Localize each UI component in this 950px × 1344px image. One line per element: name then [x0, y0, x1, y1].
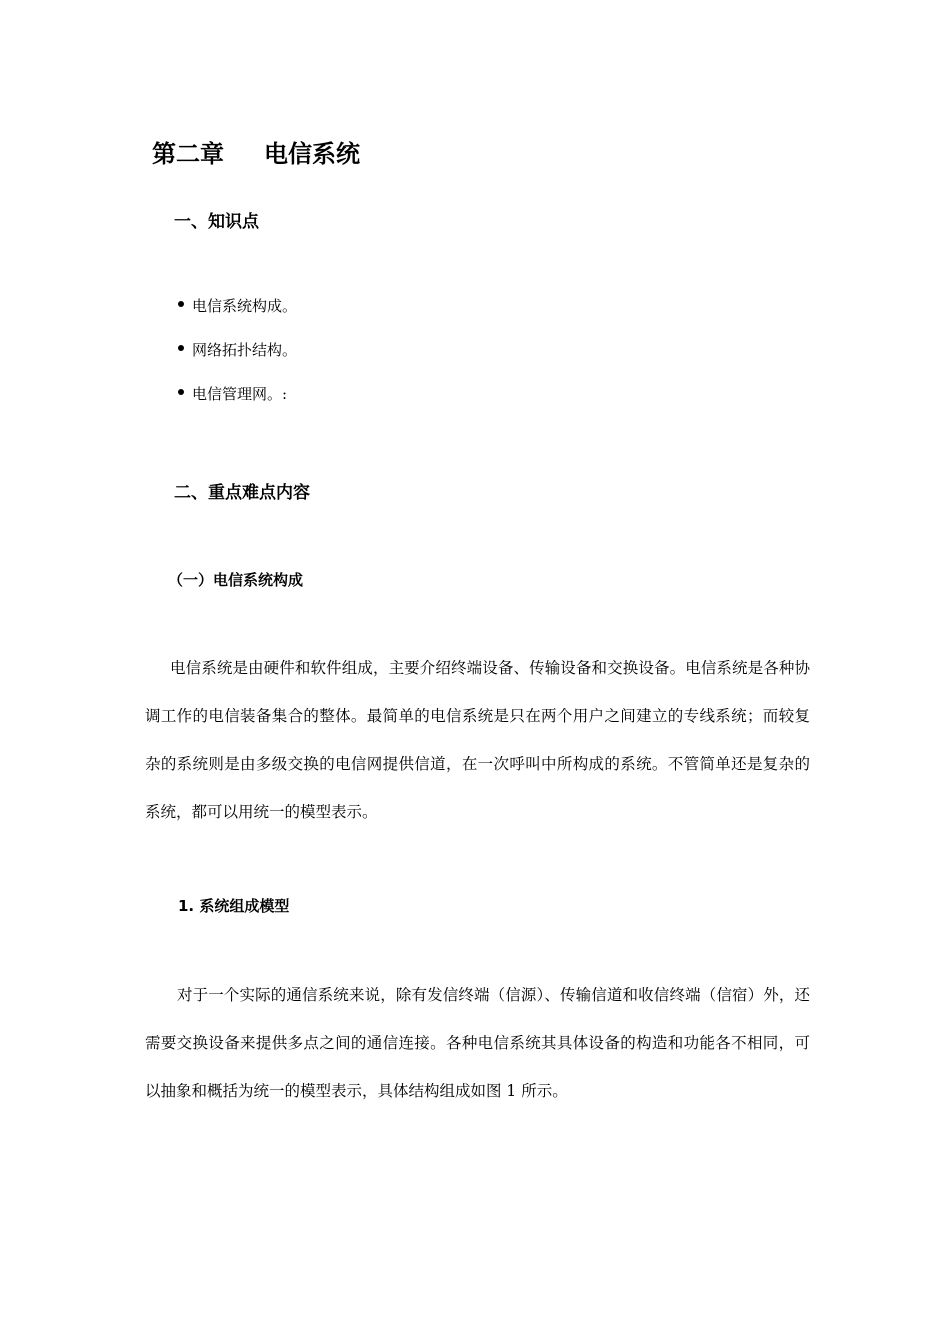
list-item — [178, 295, 297, 316]
bullet-icon — [178, 389, 184, 395]
chapter-name: 电信系统 — [264, 140, 360, 168]
bullet-icon — [178, 345, 184, 351]
list-item-text: 电信系统构成。 — [192, 297, 298, 315]
body-paragraph: 电信系统是由硬件和软件组成，主要介绍终端设备、传输设备和交换设备。电信系统是各种协调工作的电信装备集合的整体。最简单的电信系统是只在两个用户之间建立的专线系统；而较复杂的系统则是由多级交换的电信网提供信道，在一次呼叫中所构成的系统。不管简单还是复杂的系统，都可以用统一的模型表示。 — [145, 659, 810, 821]
section-heading-key-points: 二、重点难点内容 — [174, 483, 310, 503]
item-heading: 1. 系统组成模型 — [178, 897, 290, 915]
bullet-icon — [178, 301, 184, 307]
chapter-title — [152, 134, 360, 169]
section-heading-knowledge: 一、知识点 — [174, 212, 259, 232]
subsection-heading: （一）电信系统构成 — [168, 571, 304, 589]
list-item — [178, 339, 297, 360]
list-item-text: 电信管理网。: — [192, 385, 288, 403]
list-item — [178, 383, 287, 404]
body-paragraph: 对于一个实际的通信系统来说，除有发信终端（信源）、传输信道和收信终端（信宿）外，还需要交换设备来提供多点之间的通信连接。各种电信系统其具体设备的构造和功能各不相同，可以抽象和概括为统一的模型表示，具体结构组成如图 1 所示。 — [145, 986, 810, 1100]
list-item-text: 网络拓扑结构。 — [192, 341, 298, 359]
chapter-number: 第二章 — [152, 140, 224, 168]
